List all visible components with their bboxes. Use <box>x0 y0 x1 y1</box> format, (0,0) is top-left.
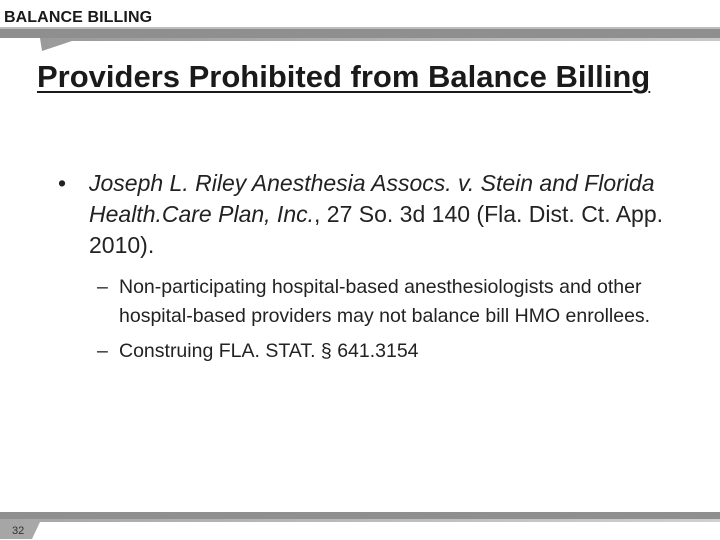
sub-bullet-marker: – <box>97 276 108 298</box>
case-citation: , 27 So. 3d 140 (Fla. Dist. Ct. App. 2010). <box>89 201 664 258</box>
page-number: 32 <box>12 525 25 537</box>
sub-bullet-item <box>97 337 697 366</box>
section-header-label: BALANCE BILLING <box>4 9 153 26</box>
sub-bullet-text: Construing FLA. STAT. § 641.3154 <box>119 340 419 362</box>
slide-title: Providers Prohibited from Balance Billing <box>37 59 651 94</box>
bottom-decorative-band <box>0 505 720 540</box>
bullet-marker: • <box>58 170 67 196</box>
sub-bullet-item <box>97 273 697 331</box>
main-bullet-list <box>58 168 708 261</box>
bullet-item <box>58 168 708 261</box>
sub-bullet-text: Non-participating hospital-based anesthesiologists and other hospital-based providers may not balance bill HMO enrollees. <box>119 276 651 327</box>
case-name: Joseph L. Riley Anesthesia Assocs. v. Stein and Florida Health.Care Plan, Inc. <box>89 170 655 227</box>
sub-bullet-marker: – <box>97 340 108 362</box>
sub-bullet-list <box>97 273 697 372</box>
bullet-text <box>89 168 708 261</box>
